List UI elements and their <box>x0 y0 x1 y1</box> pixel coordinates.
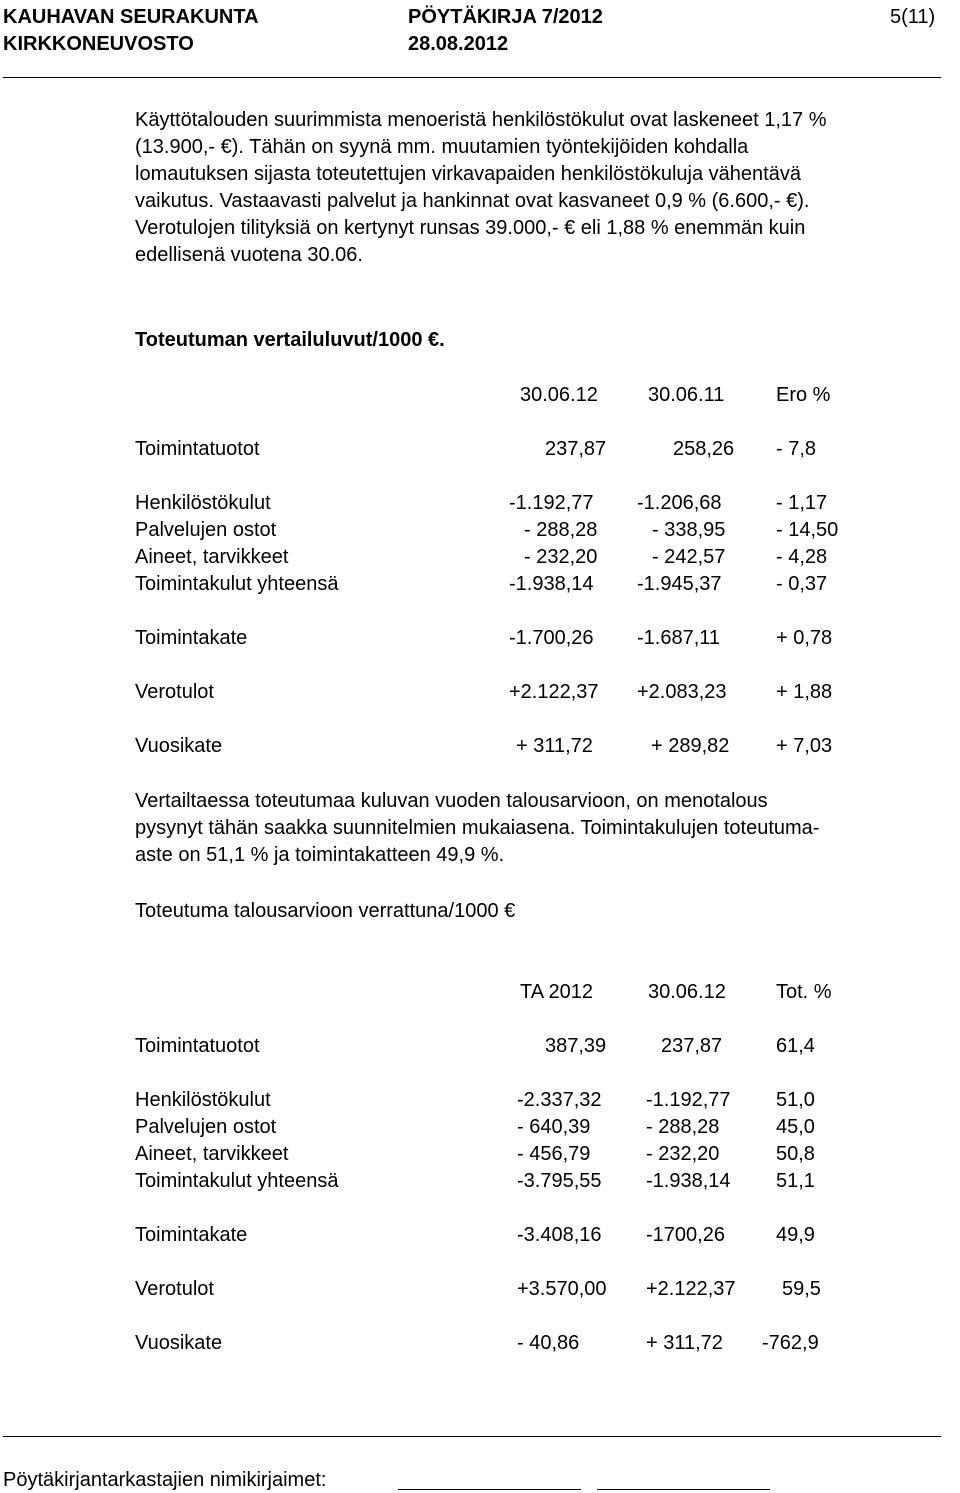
table-row <box>0 545 960 569</box>
row-label: Toimintakate <box>135 1224 248 1246</box>
cell-value: 237,87 <box>661 1035 723 1057</box>
cell-value: - 4,28 <box>776 546 828 568</box>
intro-line: edellisenä vuotena 30.06. <box>135 244 363 266</box>
cell-value: -1.945,37 <box>637 573 722 595</box>
council-name: KIRKKONEUVOSTO <box>3 33 194 55</box>
row-label: Henkilöstökulut <box>135 1089 271 1111</box>
table-row <box>0 572 960 596</box>
doc-number: PÖYTÄKIRJA 7/2012 <box>408 6 603 28</box>
summary-paragraph <box>135 788 819 869</box>
cell-value: - 0,37 <box>776 573 828 595</box>
table1-header-row <box>0 383 960 407</box>
cell-value: 258,26 <box>673 438 735 460</box>
footer-rule <box>3 1436 941 1437</box>
cell-value: 45,0 <box>776 1116 815 1138</box>
org-name: KAUHAVAN SEURAKUNTA <box>3 6 259 28</box>
cell-value: 49,9 <box>776 1224 815 1246</box>
cell-value: - 232,20 <box>524 546 598 568</box>
intro-paragraph <box>135 107 827 269</box>
row-label: Toimintatuotot <box>135 438 260 460</box>
cell-value: -1.700,26 <box>509 627 594 649</box>
cell-value: - 7,8 <box>776 438 817 460</box>
cell-value: - 14,50 <box>776 519 839 541</box>
row-label: Toimintakulut yhteensä <box>135 1170 339 1192</box>
table1-col-header: Ero % <box>776 384 831 406</box>
table2-col-header: Tot. % <box>776 981 832 1003</box>
intro-line: vaikutus. Vastaavasti palvelut ja hankinnat ovat kasvaneet 0,9 % (6.600,- €). <box>135 190 810 212</box>
table-row <box>0 1169 960 1193</box>
row-label: Henkilöstökulut <box>135 492 271 514</box>
row-label: Toimintatuotot <box>135 1035 260 1057</box>
summary-line: aste on 51,1 % ja toimintakatteen 49,9 %. <box>135 844 505 866</box>
cell-value: 237,87 <box>545 438 607 460</box>
row-label: Aineet, tarvikkeet <box>135 1143 289 1165</box>
row-label: Verotulot <box>135 681 214 703</box>
table2-title: Toteutuma talousarvioon verrattuna/1000 € <box>135 900 516 922</box>
table-row <box>0 1088 960 1112</box>
cell-value: + 0,78 <box>776 627 833 649</box>
cell-value: - 288,28 <box>646 1116 720 1138</box>
cell-value: -2.337,32 <box>517 1089 602 1111</box>
cell-value: + 289,82 <box>651 735 730 757</box>
table2-header-row <box>0 980 960 1004</box>
cell-value: -1.192,77 <box>509 492 594 514</box>
cell-value: -3.408,16 <box>517 1224 602 1246</box>
cell-value: - 232,20 <box>646 1143 720 1165</box>
intro-line: lomautuksen sijasta toteutettujen virkavapaiden henkilöstökuluja vähentävä <box>135 163 801 185</box>
cell-value: -1.687,11 <box>637 627 721 649</box>
row-label: Aineet, tarvikkeet <box>135 546 289 568</box>
intro-line: Käyttötalouden suurimmista menoeristä henkilöstökulut ovat laskeneet 1,17 % <box>135 109 827 131</box>
row-label: Vuosikate <box>135 1332 223 1354</box>
table-row <box>0 1223 960 1247</box>
table1-col-header: 30.06.12 <box>520 384 598 406</box>
summary-line: Vertailtaessa toteutumaa kuluvan vuoden talousarvioon, on menotalous <box>135 790 768 812</box>
cell-value: + 311,72 <box>646 1332 723 1354</box>
table2-col-header: TA 2012 <box>520 981 594 1003</box>
footer-label: Pöytäkirjantarkastajien nimikirjaimet: <box>3 1469 327 1491</box>
row-label: Palvelujen ostot <box>135 519 277 541</box>
cell-value: 51,1 <box>776 1170 815 1192</box>
cell-value: 387,39 <box>545 1035 607 1057</box>
row-label: Vuosikate <box>135 735 223 757</box>
table1-title: Toteutuman vertailuluvut/1000 €. <box>135 329 445 351</box>
cell-value: + 7,03 <box>776 735 833 757</box>
signature-line <box>597 1489 770 1490</box>
cell-value: + 311,72 <box>516 735 593 757</box>
cell-value: -1.192,77 <box>646 1089 731 1111</box>
signature-line <box>398 1489 581 1490</box>
table-row <box>0 491 960 515</box>
cell-value: 51,0 <box>776 1089 815 1111</box>
cell-value: - 456,79 <box>517 1143 591 1165</box>
cell-value: -1.206,68 <box>637 492 722 514</box>
cell-value: -1.938,14 <box>509 573 594 595</box>
page-number: 5(11) <box>890 6 936 28</box>
cell-value: + 1,88 <box>776 681 833 703</box>
table-row <box>0 1115 960 1139</box>
cell-value: -3.795,55 <box>517 1170 602 1192</box>
table-row <box>0 734 960 758</box>
cell-value: +2.122,37 <box>509 681 599 703</box>
cell-value: - 1,17 <box>776 492 828 514</box>
row-label: Toimintakulut yhteensä <box>135 573 339 595</box>
header-rule <box>3 77 941 78</box>
table-row <box>0 680 960 704</box>
cell-value: - 242,57 <box>652 546 726 568</box>
table-row <box>0 1331 960 1355</box>
row-label: Verotulot <box>135 1278 214 1300</box>
cell-value: +2.083,23 <box>637 681 727 703</box>
table-row <box>0 1277 960 1301</box>
cell-value: 50,8 <box>776 1143 815 1165</box>
table-row <box>0 1142 960 1166</box>
cell-value: +3.570,00 <box>517 1278 607 1300</box>
cell-value: -1.938,14 <box>646 1170 731 1192</box>
cell-value: 61,4 <box>776 1035 815 1057</box>
cell-value: 59,5 <box>782 1278 821 1300</box>
summary-line: pysynyt tähän saakka suunnitelmien mukaiasena. Toimintakulujen toteutuma- <box>135 817 820 839</box>
cell-value: +2.122,37 <box>646 1278 736 1300</box>
table1-col-header: 30.06.11 <box>648 384 725 406</box>
cell-value: - 640,39 <box>517 1116 591 1138</box>
intro-line: Verotulojen tilityksiä on kertynyt runsas 39.000,- € eli 1,88 % enemmän kuin <box>135 217 806 239</box>
table-row <box>0 518 960 542</box>
table-row <box>0 437 960 461</box>
table2-col-header: 30.06.12 <box>648 981 726 1003</box>
cell-value: - 288,28 <box>524 519 598 541</box>
cell-value: -1700,26 <box>646 1224 725 1246</box>
doc-date: 28.08.2012 <box>408 33 509 55</box>
cell-value: -762,9 <box>762 1332 819 1354</box>
table-row <box>0 1034 960 1058</box>
table-row <box>0 626 960 650</box>
intro-line: (13.900,- €). Tähän on syynä mm. muutamien työntekijöiden kohdalla <box>135 136 749 158</box>
cell-value: - 40,86 <box>517 1332 580 1354</box>
row-label: Toimintakate <box>135 627 248 649</box>
cell-value: - 338,95 <box>652 519 726 541</box>
row-label: Palvelujen ostot <box>135 1116 277 1138</box>
